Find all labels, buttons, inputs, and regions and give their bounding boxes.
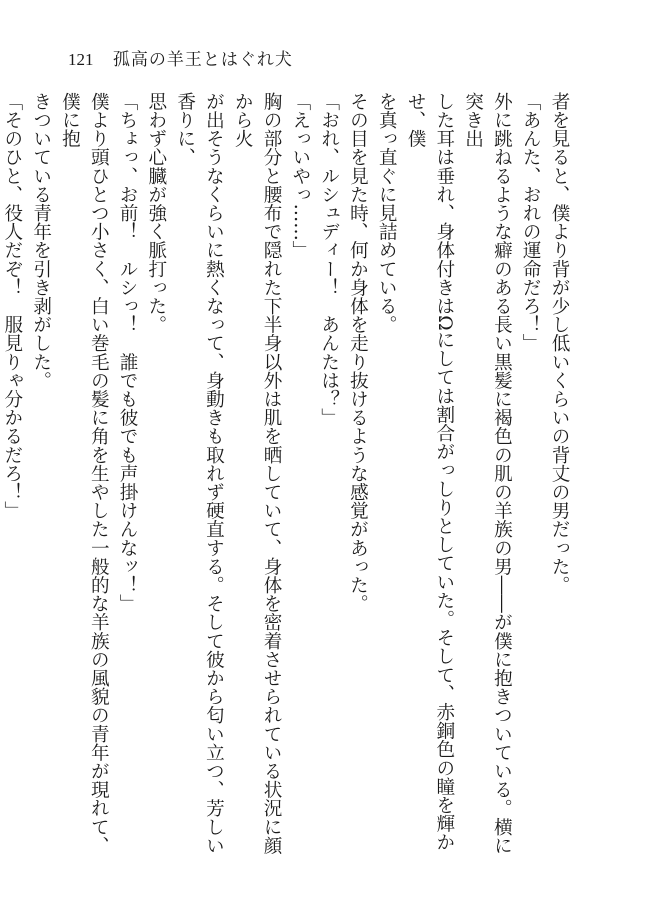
running-title: 孤高の羊王とはぐれ犬 <box>112 50 293 70</box>
text-line: した耳は垂れ、身体付きはΩにしては割合がっしりとしていた。そして、赤銅色の瞳を輝かせ、僕 <box>405 92 455 852</box>
text-line: 「あんた、おれの運命だろ！」 <box>520 92 542 353</box>
text-line: 「おれ、ルシュディー！ あんたは？」 <box>318 92 340 427</box>
text-line: が出そうなくらいに熱くなって、身動きも取れず硬直する。そして彼から匂い立つ、芳しい香りに、 <box>174 92 225 855</box>
text-line: 「ちょっ、お前！ ルシっ！ 誰でも彼でも声掛けんなッ！」 <box>117 92 139 613</box>
text-line: その目を見た時、何か身体を走り抜けるような感覚があった。 <box>347 92 369 613</box>
text-line: 胸の部分と腰布で隠れた下半身以外は肌を晒していて、身体を密着させられている状況に顔から火 <box>232 92 283 855</box>
body-text <box>1 92 573 862</box>
text-line: 「えっいやっ……」 <box>289 92 311 260</box>
text-line: きついている青年を引き剥がした。 <box>30 92 52 390</box>
text-line: 外に跳ねるような癖のある長い黒髪に褐色の肌の羊族の男――が僕に抱きついている。横に突き出 <box>462 92 513 855</box>
text-line: 僕より頭ひとつ小さく、白い巻毛の髪に角を生やした一般的な羊族の風貌の青年が現れて、僕に抱 <box>59 92 110 855</box>
text-line: 「そのひと、役人だぞ！ 服見りゃ分かるだろ！」 <box>1 92 23 520</box>
page-header <box>68 50 293 70</box>
text-line: 思わず心臓が強く脈打った。 <box>145 92 167 334</box>
text-line: を真っ直ぐに見詰めている。 <box>376 92 398 334</box>
page-number: 121 <box>68 50 94 69</box>
text-line: 者を見ると、僕より背が少し低いくらいの背丈の男だった。 <box>549 92 570 595</box>
